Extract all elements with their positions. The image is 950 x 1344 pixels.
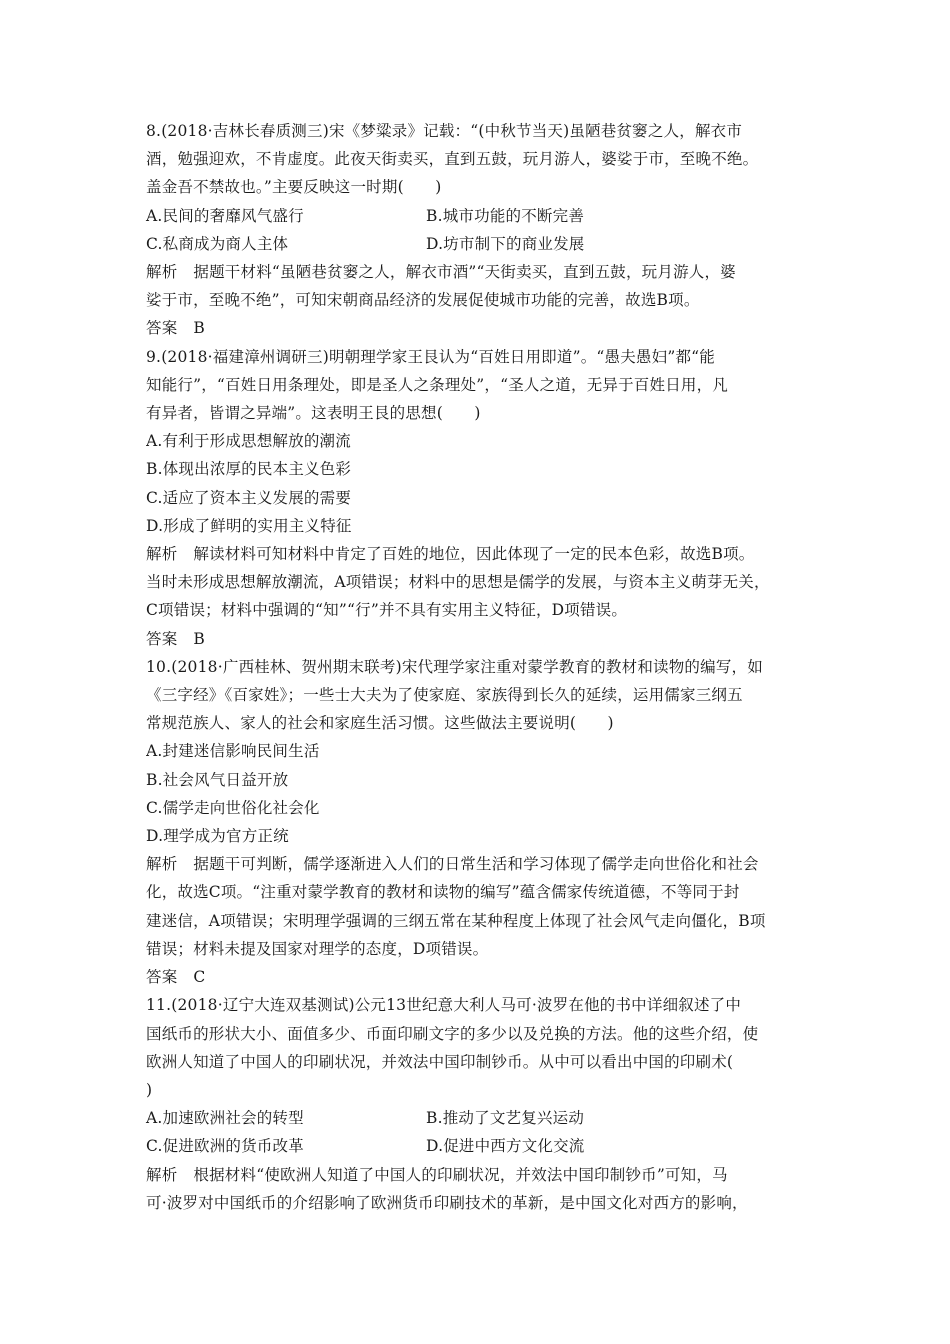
- question-stem-line: ): [146, 1080, 153, 1099]
- option-b: B.体现出浓厚的民本主义色彩: [146, 460, 352, 479]
- answer-label: 答案: [146, 629, 178, 648]
- options-row: [146, 1104, 818, 1132]
- answer-value: B: [193, 629, 205, 648]
- option-a: A.有利于形成思想解放的潮流: [146, 432, 351, 451]
- answer-value: B: [193, 319, 205, 338]
- option-c: C.适应了资本主义发展的需要: [146, 488, 352, 507]
- option-a: A.封建迷信影响民间生活: [146, 742, 320, 761]
- options-row: [146, 230, 818, 258]
- option-b: B.社会风气日益开放: [146, 770, 289, 789]
- question-10: [146, 653, 818, 991]
- option-c: C.儒学走向世俗化社会化: [146, 798, 320, 817]
- question-9: [146, 343, 818, 653]
- analysis-line: 解析 据题干材料“虽陋巷贫窭之人，解衣市酒”“天街卖买，直到五鼓，玩月游人，婆: [146, 258, 818, 286]
- option-b: B.城市功能的不断完善: [426, 206, 585, 225]
- analysis-line: 解析 根据材料“使欧洲人知道了中国人的印刷状况，并效法中国印制钞币”可知，马: [146, 1161, 818, 1189]
- option-d: D.促进中西方文化交流: [426, 1137, 585, 1156]
- answer-line: [146, 625, 818, 653]
- option-a: A.加速欧洲社会的转型: [146, 1109, 304, 1128]
- options-row: [146, 202, 818, 230]
- question-stem-line: 10.(2018·广西桂林、贺州期末联考)宋代理学家注重对蒙学教育的教材和读物的编写，如: [146, 657, 763, 676]
- answer-line: [146, 314, 818, 342]
- question-stem-line: 欧洲人知道了中国人的印刷状况，并效法中国印制钞币。从中可以看出中国的印刷术(: [146, 1052, 734, 1071]
- question-content: [146, 117, 818, 1217]
- option-a: A.民间的奢靡风气盛行: [146, 206, 304, 225]
- question-stem-line: 常规范族人、家人的社会和家庭生活习惯。这些做法主要说明( ): [146, 714, 614, 733]
- analysis-label: 解析: [146, 1165, 178, 1184]
- analysis-label: 解析: [146, 263, 178, 282]
- option-b: B.推动了文艺复兴运动: [426, 1109, 585, 1128]
- question-stem-line: 知能行”，“百姓日用条理处，即是圣人之条理处”，“圣人之道，无异于百姓日用，凡: [146, 375, 728, 394]
- question-stem-line: 9.(2018·福建漳州调研三)明朝理学家王艮认为“百姓日用即道”。“愚夫愚妇”都“能: [146, 347, 715, 366]
- analysis-line: 解析 据题干可判断，儒学逐渐进入人们的日常生活和学习体现了儒学走向世俗化和社会: [146, 850, 818, 878]
- answer-value: C: [193, 968, 206, 987]
- option-d: D.坊市制下的商业发展: [426, 234, 585, 253]
- analysis-line: 建迷信，A项错误；宋明理学强调的三纲五常在某种程度上体现了社会风气走向僵化，B项: [146, 911, 766, 930]
- analysis-line: 化，故选C项。“注重对蒙学教育的教材和读物的编写”蕴含儒家传统道德，不等同于封: [146, 883, 740, 902]
- answer-line: [146, 963, 818, 991]
- option-d: D.形成了鲜明的实用主义特征: [146, 516, 352, 535]
- analysis-label: 解析: [146, 855, 178, 874]
- option-c: C.促进欧洲的货币改革: [146, 1137, 304, 1156]
- analysis-line: 娑于市，至晚不绝”，可知宋朝商品经济的发展促使城市功能的完善，故选B项。: [146, 291, 700, 310]
- question-stem-line: 有异者，皆谓之异端”。这表明王艮的思想( ): [146, 404, 481, 423]
- question-stem-line: 11.(2018·辽宁大连双基测试)公元13世纪意大利人马可·波罗在他的书中详细叙述了中: [146, 996, 742, 1015]
- analysis-line: 错误；材料未提及国家对理学的态度，D项错误。: [146, 939, 489, 958]
- answer-label: 答案: [146, 319, 178, 338]
- question-11: [146, 991, 818, 1217]
- question-stem-line: 盖金吾不禁故也。”主要反映这一时期( ): [146, 178, 442, 197]
- analysis-line: 当时未形成思想解放潮流，A项错误；材料中的思想是儒学的发展，与资本主义萌芽无关，: [146, 573, 770, 592]
- options-row: [146, 1132, 818, 1160]
- analysis-label: 解析: [146, 545, 178, 564]
- analysis-line: C项错误；材料中强调的“知”“行”并不具有实用主义特征，D项错误。: [146, 601, 628, 620]
- option-c: C.私商成为商人主体: [146, 234, 289, 253]
- analysis-line: 解析 解读材料可知材料中肯定了百姓的地位，因此体现了一定的民本色彩，故选B项。: [146, 540, 818, 568]
- question-stem-line: 国纸币的形状大小、面值多少、币面印刷文字的多少以及兑换的方法。他的这些介绍，使: [146, 1024, 759, 1043]
- question-8: [146, 117, 818, 343]
- question-stem-line: 《三字经》《百家姓》；一些士大夫为了使家庭、家族得到长久的延续，运用儒家三纲五: [146, 686, 743, 705]
- option-d: D.理学成为官方正统: [146, 827, 289, 846]
- question-stem-line: 8.(2018·吉林长春质测三)宋《梦粱录》记载：“(中秋节当天)虽陋巷贫窭之人，解衣市: [146, 122, 743, 140]
- answer-label: 答案: [146, 968, 178, 987]
- analysis-line: 可·波罗对中国纸币的介绍影响了欧洲货币印刷技术的革新，是中国文化对西方的影响，: [146, 1193, 748, 1212]
- question-stem-line: 酒，勉强迎欢，不肯虚度。此夜天街卖买，直到五鼓，玩月游人，婆娑于市，至晚不绝。: [146, 150, 759, 169]
